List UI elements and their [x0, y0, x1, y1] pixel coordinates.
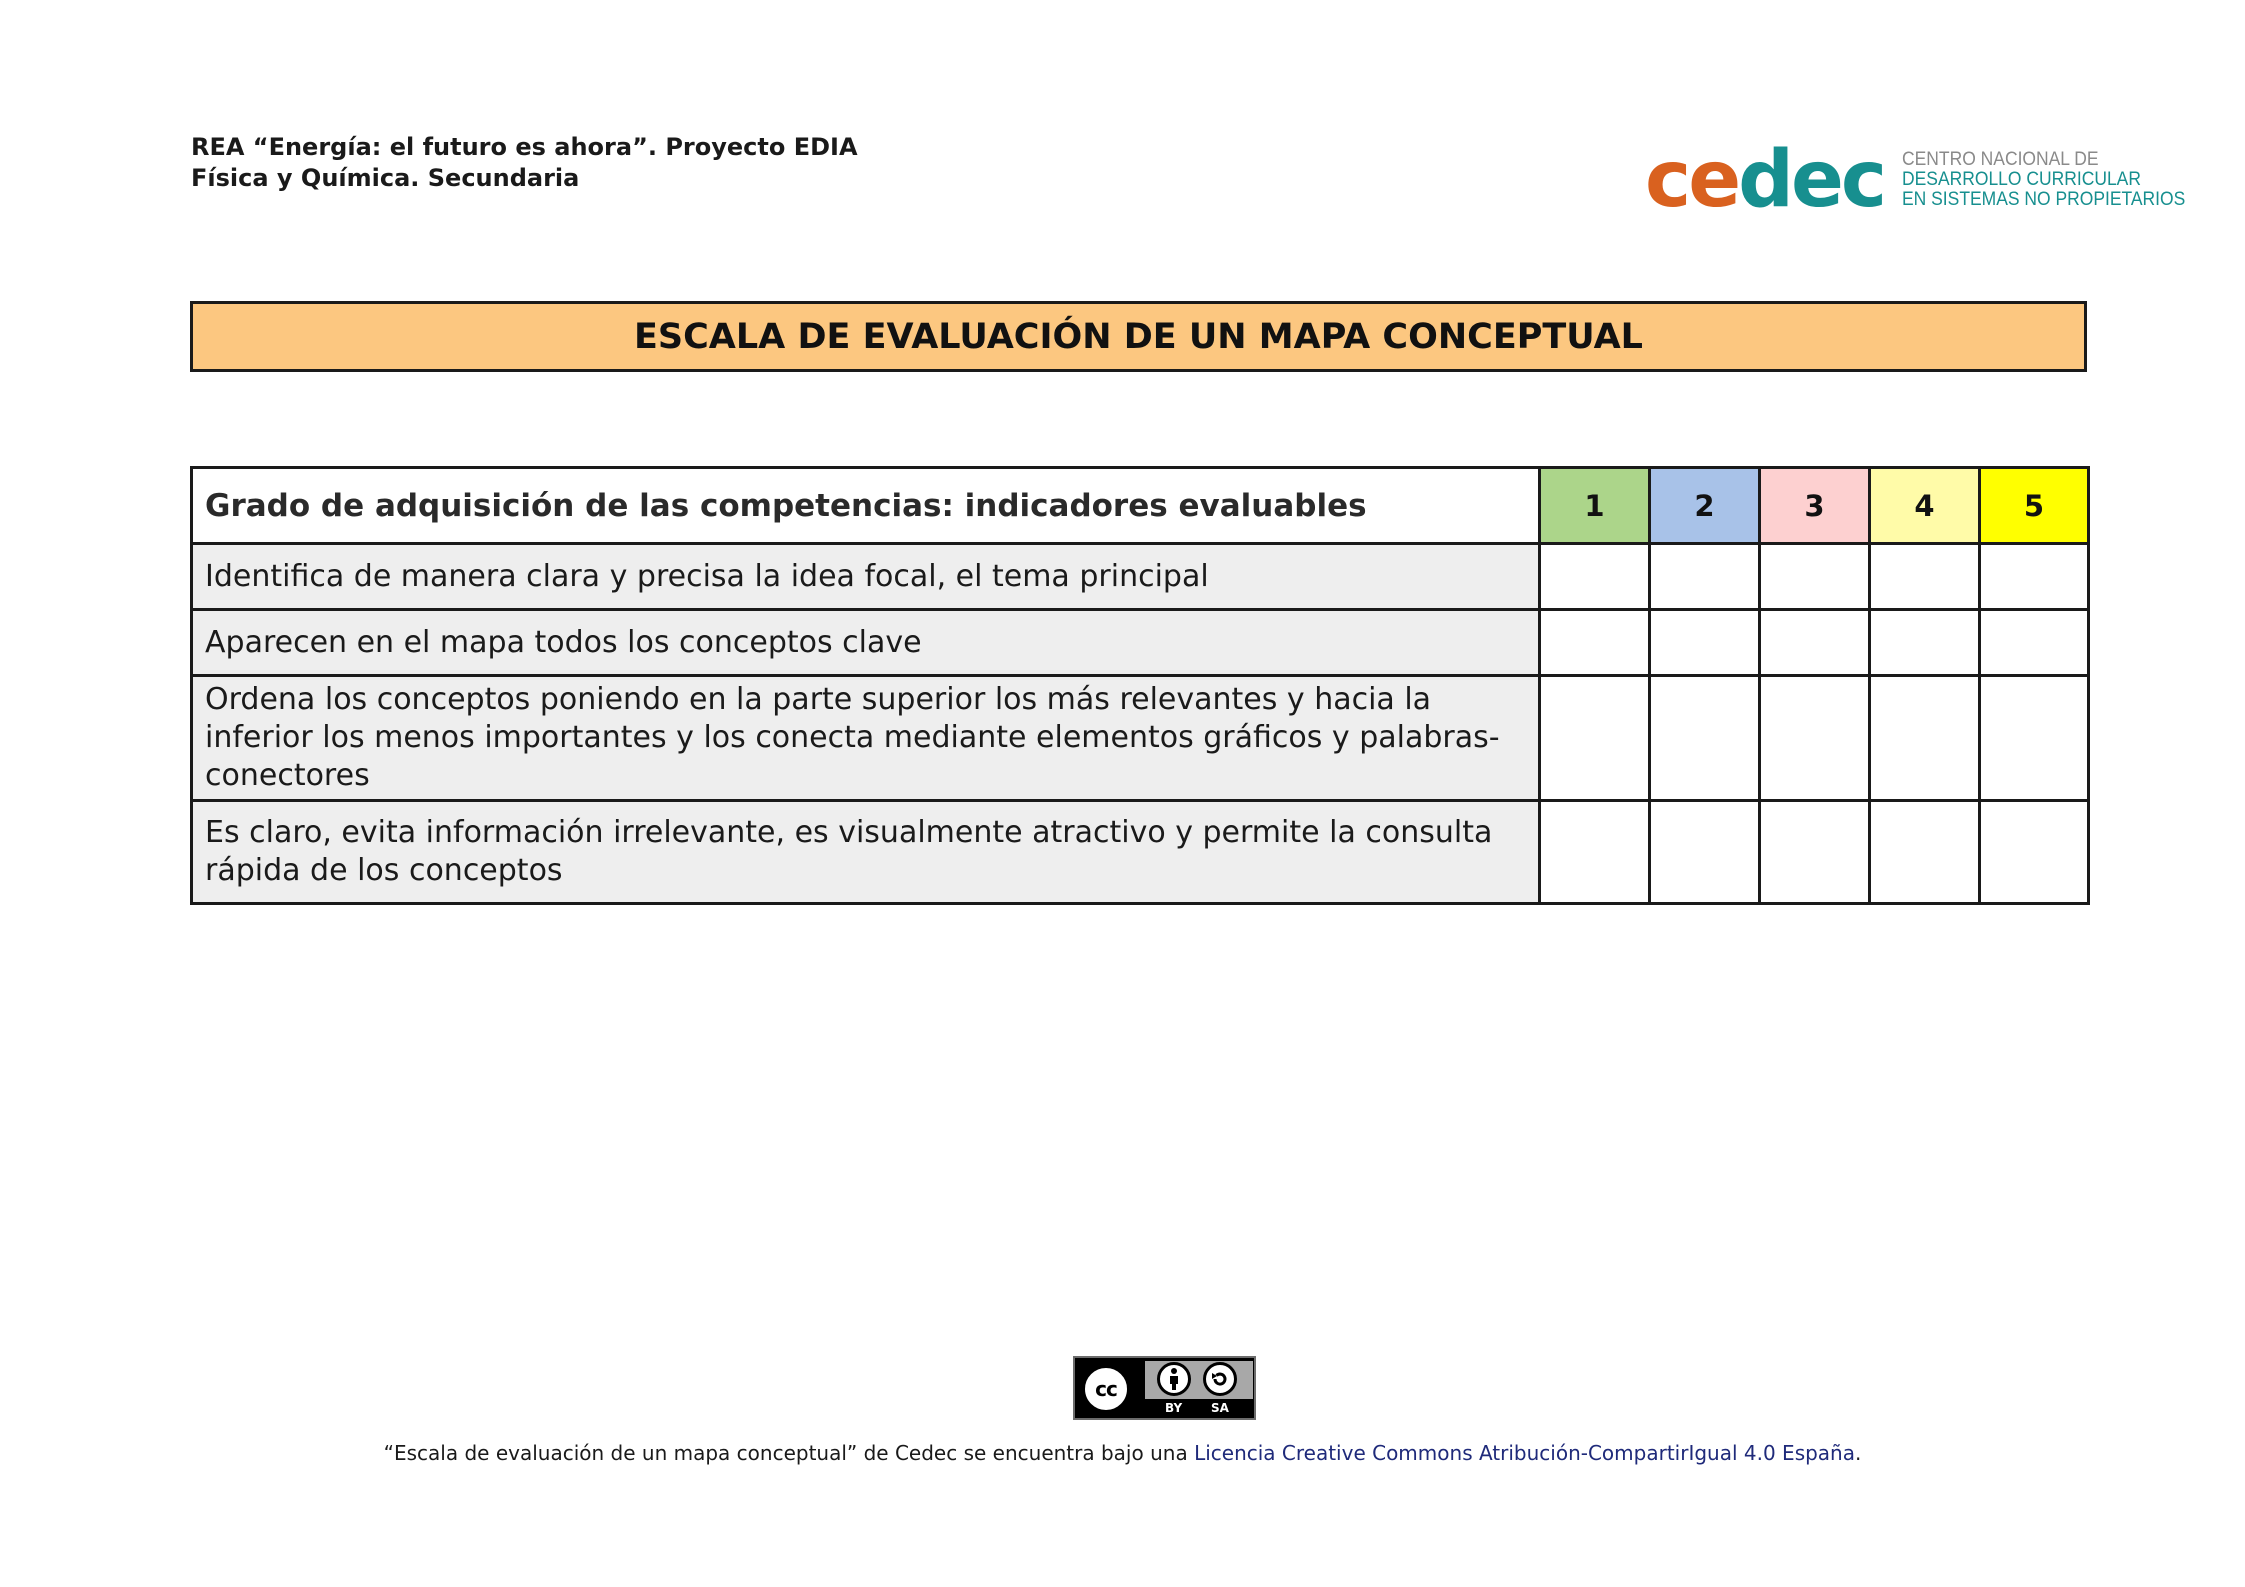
score-cell[interactable] [1870, 610, 1980, 676]
evaluation-table [190, 466, 2090, 905]
criterion-text: Es claro, evita información irrelevante, es visualmente atractivo y permite la consulta rápida de los conceptos [192, 801, 1540, 904]
logo-wordmark-teal: dec [1738, 135, 1885, 225]
score-cell[interactable] [1760, 544, 1870, 610]
score-cell[interactable] [1540, 544, 1650, 610]
header-subject-line: Física y Química. Secundaria [191, 164, 580, 192]
score-cell[interactable] [1650, 676, 1760, 801]
logo-tagline [1902, 150, 2185, 210]
score-header-2: 2 [1650, 468, 1760, 544]
score-cell[interactable] [1540, 610, 1650, 676]
score-cell[interactable] [1760, 610, 1870, 676]
table-row [192, 544, 2089, 610]
sa-label: SA [1211, 1401, 1229, 1415]
logo-wordmark-orange: ce [1645, 135, 1739, 225]
attribution-icon [1157, 1362, 1191, 1396]
table-header-row [192, 468, 2089, 544]
cc-license-badge[interactable] [1073, 1356, 1256, 1420]
page-title: ESCALA DE EVALUACIÓN DE UN MAPA CONCEPTUAL [190, 301, 2087, 372]
score-cell[interactable] [1650, 801, 1760, 904]
score-header-5: 5 [1980, 468, 2089, 544]
by-label: BY [1165, 1401, 1183, 1415]
score-cell[interactable] [1980, 544, 2089, 610]
license-link[interactable]: Licencia Creative Commons Atribución-CompartirIgual 4.0 España [1194, 1441, 1855, 1465]
score-cell[interactable] [1980, 610, 2089, 676]
table-row [192, 610, 2089, 676]
license-text: “Escala de evaluación de un mapa conceptual” de Cedec se encuentra bajo una [383, 1441, 1195, 1465]
score-cell[interactable] [1760, 801, 1870, 904]
score-cell[interactable] [1870, 544, 1980, 610]
table-row [192, 801, 2089, 904]
cc-icon: cc [1081, 1364, 1131, 1414]
logo-tagline-line: CENTRO NACIONAL DE [1902, 149, 2099, 170]
score-cell[interactable] [1650, 544, 1760, 610]
score-cell[interactable] [1870, 801, 1980, 904]
logo-wordmark [1645, 135, 1885, 225]
score-cell[interactable] [1870, 676, 1980, 801]
license-statement [0, 1441, 2245, 1465]
score-cell[interactable] [1650, 610, 1760, 676]
score-cell[interactable] [1980, 801, 2089, 904]
logo-tagline-line: EN SISTEMAS NO PROPIETARIOS [1902, 189, 2186, 210]
criterion-text: Identifica de manera clara y precisa la idea focal, el tema principal [192, 544, 1540, 610]
license-text-end: . [1855, 1441, 1862, 1465]
header-project-line: REA “Energía: el futuro es ahora”. Proyecto EDIA [191, 133, 858, 161]
table-row [192, 676, 2089, 801]
criterion-text: Ordena los conceptos poniendo en la parte superior los más relevantes y hacia la inferior los menos importantes y los conecta mediante elementos gráficos y palabras-conectores [192, 676, 1540, 801]
criterion-text: Aparecen en el mapa todos los conceptos clave [192, 610, 1540, 676]
share-alike-icon [1203, 1362, 1237, 1396]
logo-tagline-line: DESARROLLO CURRICULAR [1902, 169, 2142, 190]
score-header-3: 3 [1760, 468, 1870, 544]
score-header-4: 4 [1870, 468, 1980, 544]
score-cell[interactable] [1980, 676, 2089, 801]
cedec-logo [1645, 135, 2210, 225]
score-header-1: 1 [1540, 468, 1650, 544]
document-header [191, 132, 858, 194]
criteria-column-header: Grado de adquisición de las competencias: indicadores evaluables [192, 468, 1540, 544]
score-cell[interactable] [1540, 676, 1650, 801]
score-cell[interactable] [1760, 676, 1870, 801]
score-cell[interactable] [1540, 801, 1650, 904]
